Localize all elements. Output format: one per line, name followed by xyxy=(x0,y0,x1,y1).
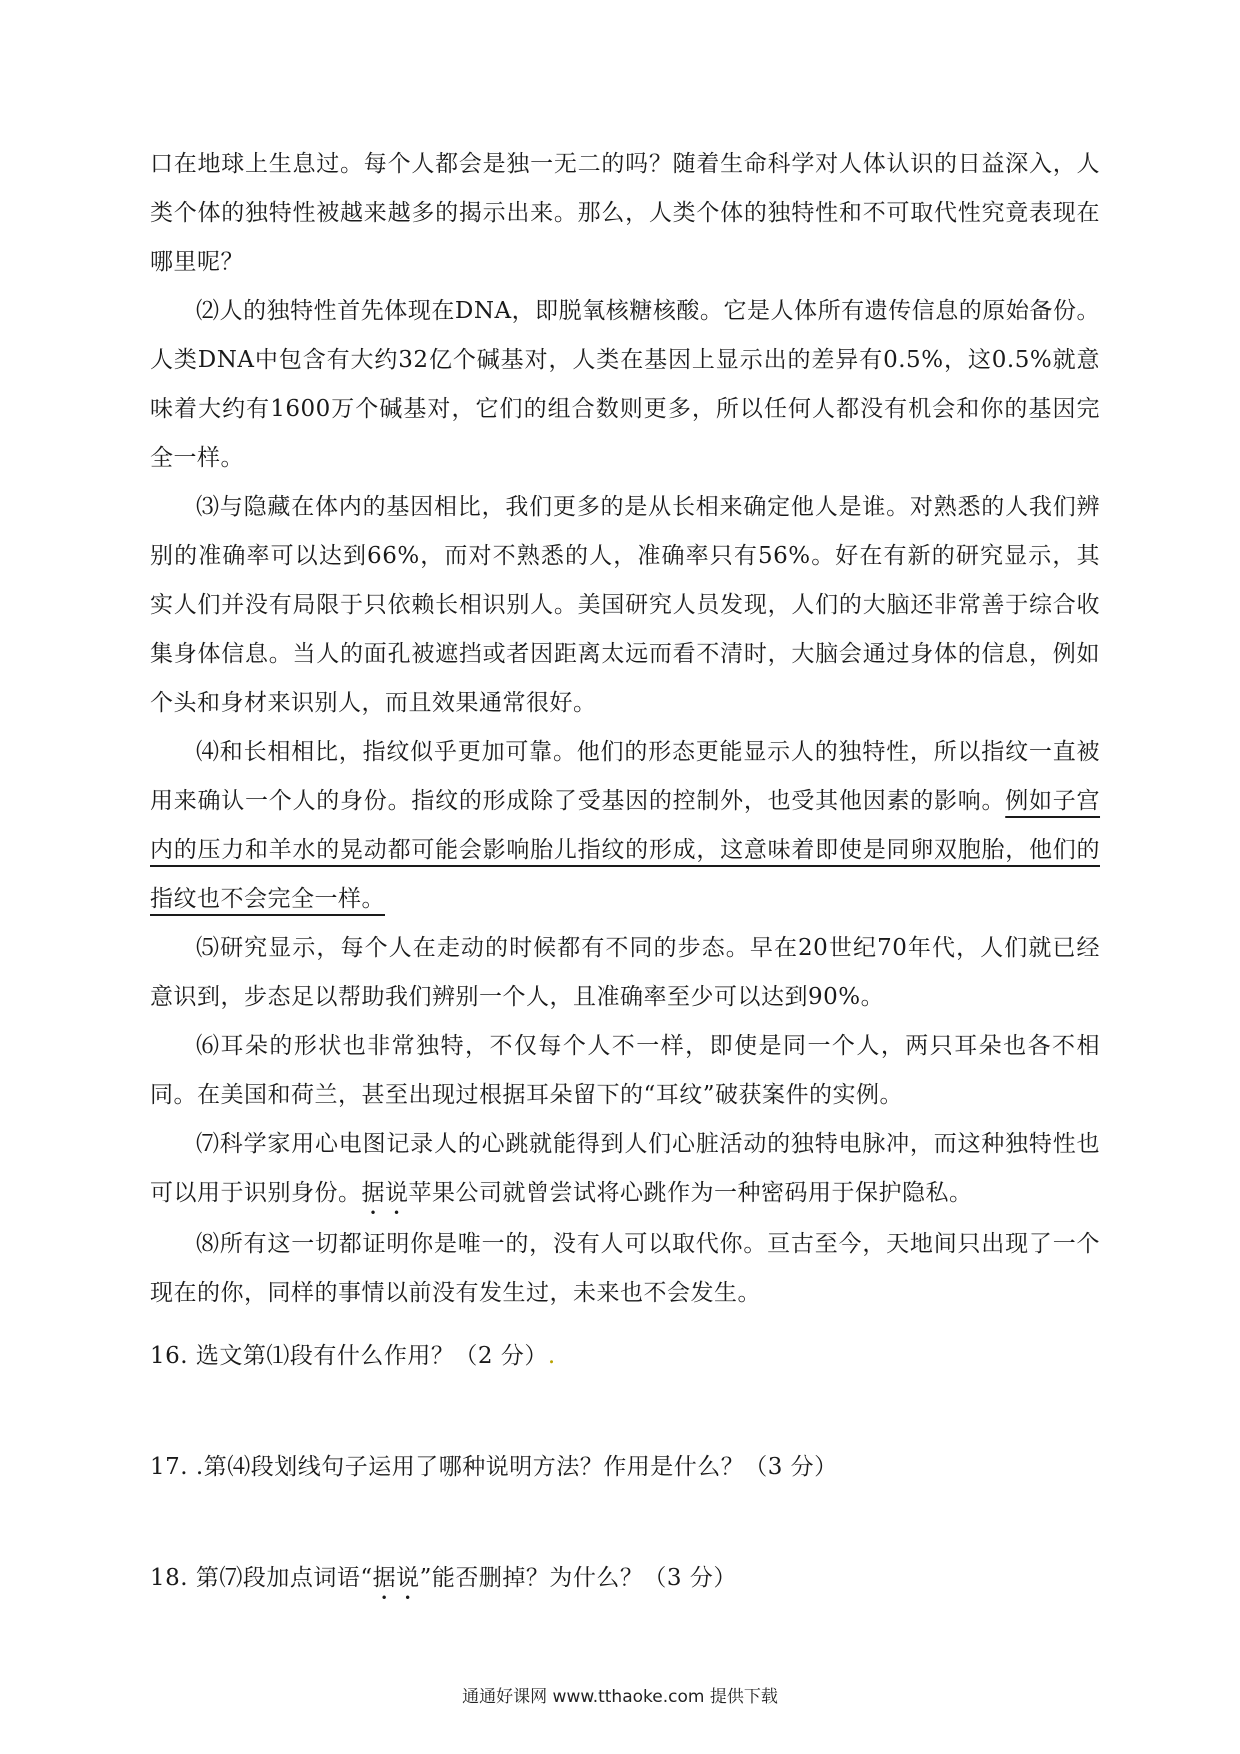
paragraph-4 xyxy=(150,728,1100,924)
paragraph-6: ⑹耳朵的形状也非常独特，不仅每个人不一样，即使是同一个人，两只耳朵也各不相同。在美国和荷兰，甚至出现过根据耳朵留下的“耳纹”破获案件的实例。 xyxy=(150,1033,1100,1108)
question-16 xyxy=(150,1336,556,1376)
paragraph-2: ⑵人的独特性首先体现在DNA，即脱氧核糖核酸。它是人体所有遗传信息的原始备份。人类DNA中包含有大约32亿个碱基对，人类在基因上显示出的差异有0.5%，这0.5%就意味着大约有1600万个碱基对，它们的组合数则更多，所以任何人都没有机会和你的基因完全一样。 xyxy=(150,298,1100,471)
paragraph-5: ⑸研究显示，每个人在走动的时候都有不同的步态。早在20世纪70年代，人们就已经意识到，步态足以帮助我们辨别一个人，且准确率至少可以达到90%。 xyxy=(150,935,1100,1010)
question-16-text: 16. 选文第⑴段有什么作用？（2 分） xyxy=(150,1343,548,1369)
page-footer: 通通好课网 www.tthaoke.com 提供下载 xyxy=(462,1687,778,1707)
paragraph-7-text-a: ⑺科学家用心电图记录人的心跳就能得到人们心脏活动的独特电脉冲，而这种独特性也可以用于识别身份。 xyxy=(150,1131,1100,1206)
dotted-word: 据说 xyxy=(361,1180,409,1206)
underlined-sentence: 例如子宫内的压力和羊水的晃动都可能会影响胎儿指纹的形成，这意味着即使是同卵双胞胎，他们的指纹也不会完全一样。 xyxy=(150,788,1101,912)
paragraph-7-text-b: 苹果公司就曾尝试将心跳作为一种密码用于保护隐私。 xyxy=(408,1180,973,1206)
question-17: 17. .第⑷段划线句子运用了哪种说明方法？作用是什么？（3 分） xyxy=(150,1454,838,1480)
question-18-dotted-word: 据说 xyxy=(372,1565,420,1591)
reading-passage xyxy=(150,140,1100,1318)
question-18-text-b: ”能否删掉？为什么？（3 分） xyxy=(419,1565,737,1591)
paragraph-1-continued: 口在地球上生息过。每个人都会是独一无二的吗？随着生命科学对人体认识的日益深入，人类个体的独特性被越来越多的揭示出来。那么，人类个体的独特性和不可取代性究竟表现在哪里呢？ xyxy=(150,151,1100,275)
paragraph-8: ⑻所有这一切都证明你是唯一的，没有人可以取代你。亘古至今，天地间只出现了一个现在的你，同样的事情以前没有发生过，未来也不会发生。 xyxy=(150,1231,1100,1306)
question-18-text-a: 18. 第⑺段加点词语“ xyxy=(150,1565,373,1591)
stray-mark: . xyxy=(547,1343,556,1369)
paragraph-7 xyxy=(150,1120,1100,1220)
paragraph-3: ⑶与隐藏在体内的基因相比，我们更多的是从长相来确定他人是谁。对熟悉的人我们辨别的准确率可以达到66%，而对不熟悉的人，准确率只有56%。好在有新的研究显示，其实人们并没有局限于只依赖长相识别人。美国研究人员发现，人们的大脑还非常善于综合收集身体信息。当人的面孔被遮挡或者因距离太远而看不清时，大脑会通过身体的信息，例如个头和身材来识别人，而且效果通常很好。 xyxy=(150,494,1100,716)
question-18 xyxy=(150,1558,737,1605)
paragraph-4-text: ⑷和长相相比，指纹似乎更加可靠。他们的形态更能显示人的独特性，所以指纹一直被用来确认一个人的身份。指纹的形成除了受基因的控制外，也受其他因素的影响。 xyxy=(150,739,1100,814)
